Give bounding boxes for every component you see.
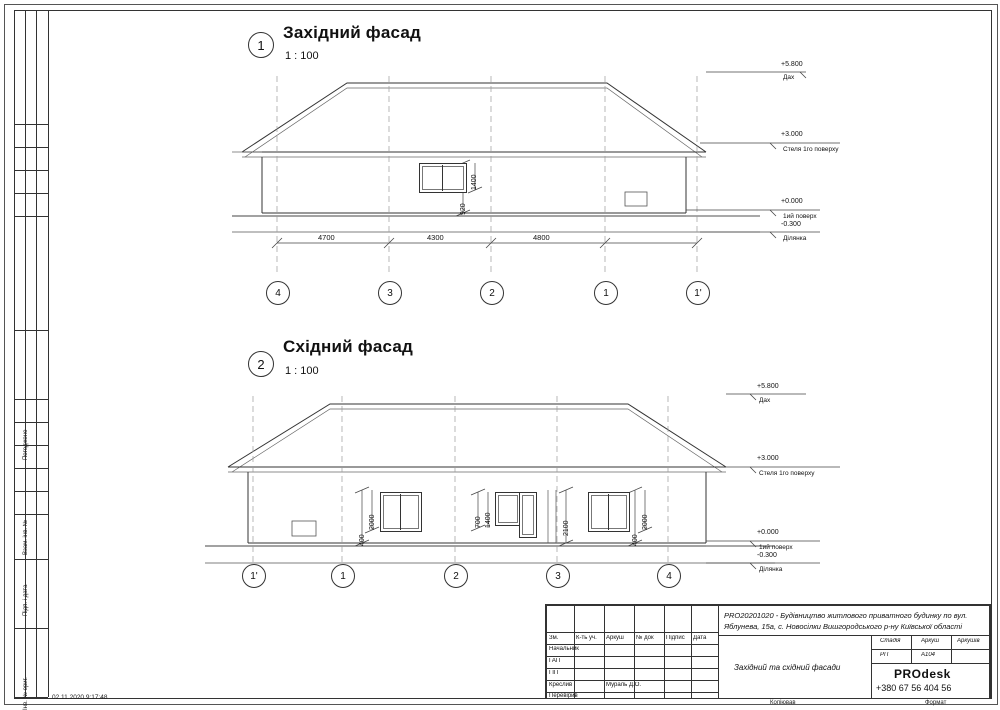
level-value-east-2: +0.000 [757,529,779,536]
axis-marker-east-2: 2 [444,564,468,588]
tb-project-text: PRO20201020 - Будівництво житлового приватного будинку по вул. Яблунева, 15а, с. Новосілки Вишгородського р-ну Київської області [724,611,968,631]
tb-header-0: Зм. [549,635,559,641]
window-east-3 [588,492,630,532]
tb-role-3: Креслив [549,682,573,688]
level-value-east-0: +5.800 [757,383,779,390]
stamp-label-pidp-data: Підп. і дата [23,584,29,616]
level-value-west-3: -0.300 [781,221,801,228]
dimension-west-2: 4800 [533,233,550,242]
company-phone: +380 67 56 404 56 [876,683,952,693]
tb-role-4: Перевірив [549,693,578,699]
tb-project-line [724,610,986,632]
tb-role-1: ГАП [549,658,561,664]
tb-header-2: Аркуш [606,635,624,641]
tb-role-0: Начальник [549,646,579,652]
view-title-east: Східний фасад [283,337,413,356]
view-scale-west: 1 : 100 [285,50,319,62]
stamp-label-vzam-inv: Взам. інв. № [23,519,29,555]
footer-copy-label: Копіював [770,700,796,706]
tb-stage-header-2: Аркушів [957,638,980,644]
level-name-west-2: 1ий поверх [783,213,817,220]
footer-timestamp: 02.11.2020 9:17:48 [52,694,108,701]
axis-marker-west-2: 2 [480,281,504,305]
vdimension-east-0: 2000 [369,514,376,530]
vdimension-west-1: 920 [460,203,467,215]
tb-stage-value-1: А104 [921,652,936,658]
axis-marker-east-3: 3 [546,564,570,588]
axis-marker-east-1p: 1' [242,564,266,588]
tb-header-1: К-ть уч. [576,635,597,641]
tb-stage-value-0: РП [880,652,889,658]
level-name-west-3: Ділянка [783,235,807,242]
view-title-west: Західний фасад [283,23,422,42]
level-value-west-2: +0.000 [781,198,803,205]
vdimension-west-0: 1400 [471,174,478,190]
level-name-east-0: Дах [759,397,771,404]
view-marker-1: 1 [248,32,274,58]
axis-marker-east-1: 1 [331,564,355,588]
level-name-east-1: Стеля 1го поверху [759,470,815,477]
level-value-east-1: +3.000 [757,455,779,462]
axis-marker-east-4: 4 [657,564,681,588]
level-value-east-3: -0.300 [757,552,777,559]
axis-marker-west-1p: 1' [686,281,710,305]
tb-header-3: № док [636,635,654,641]
level-name-west-0: Дах [783,74,795,81]
title-block [545,604,991,699]
door-east-1 [519,492,537,538]
vdimension-east-1: 400 [359,534,366,546]
level-value-west-0: +5.800 [781,61,803,68]
vdimension-east-2: 1400 [485,512,492,528]
window-east-1 [380,492,422,532]
axis-marker-west-3: 3 [378,281,402,305]
dimension-west-1: 4300 [427,233,444,242]
level-name-east-2: 1ий поверх [759,544,793,551]
view-marker-2: 2 [248,351,274,377]
stamp-label-inv-orig: Інв. № ориг. [23,677,29,710]
tb-header-4: Підпис [666,635,685,641]
tb-stage-header-0: Стадія [880,638,901,644]
axis-marker-west-1: 1 [594,281,618,305]
dimension-west-0: 4700 [318,233,335,242]
level-value-west-1: +3.000 [781,131,803,138]
axis-marker-west-4: 4 [266,281,290,305]
level-name-east-3: Ділянка [759,566,783,573]
tb-stage-header-1: Аркуш [921,638,940,644]
vdimension-east-6: 400 [632,534,639,546]
tb-role-2: ГІП [549,670,559,676]
tb-role-name-3: Мураль Д.О. [606,682,642,688]
view-scale-east: 1 : 100 [285,365,319,377]
tb-header-5: Дата [693,635,707,641]
tb-drawing-name: Західний та східний фасади [734,663,841,672]
company-logo-text: PROdesk [894,667,951,681]
window-east-2 [495,492,521,526]
footer-format-label: Формат [925,700,947,706]
stamp-label-pogodzheno: Погоджено [23,429,29,460]
vdimension-east-5: 2000 [642,514,649,530]
vdimension-east-4: 2100 [563,520,570,536]
level-name-west-1: Стеля 1го поверху [783,146,839,153]
vdimension-east-3: 700 [475,516,482,528]
